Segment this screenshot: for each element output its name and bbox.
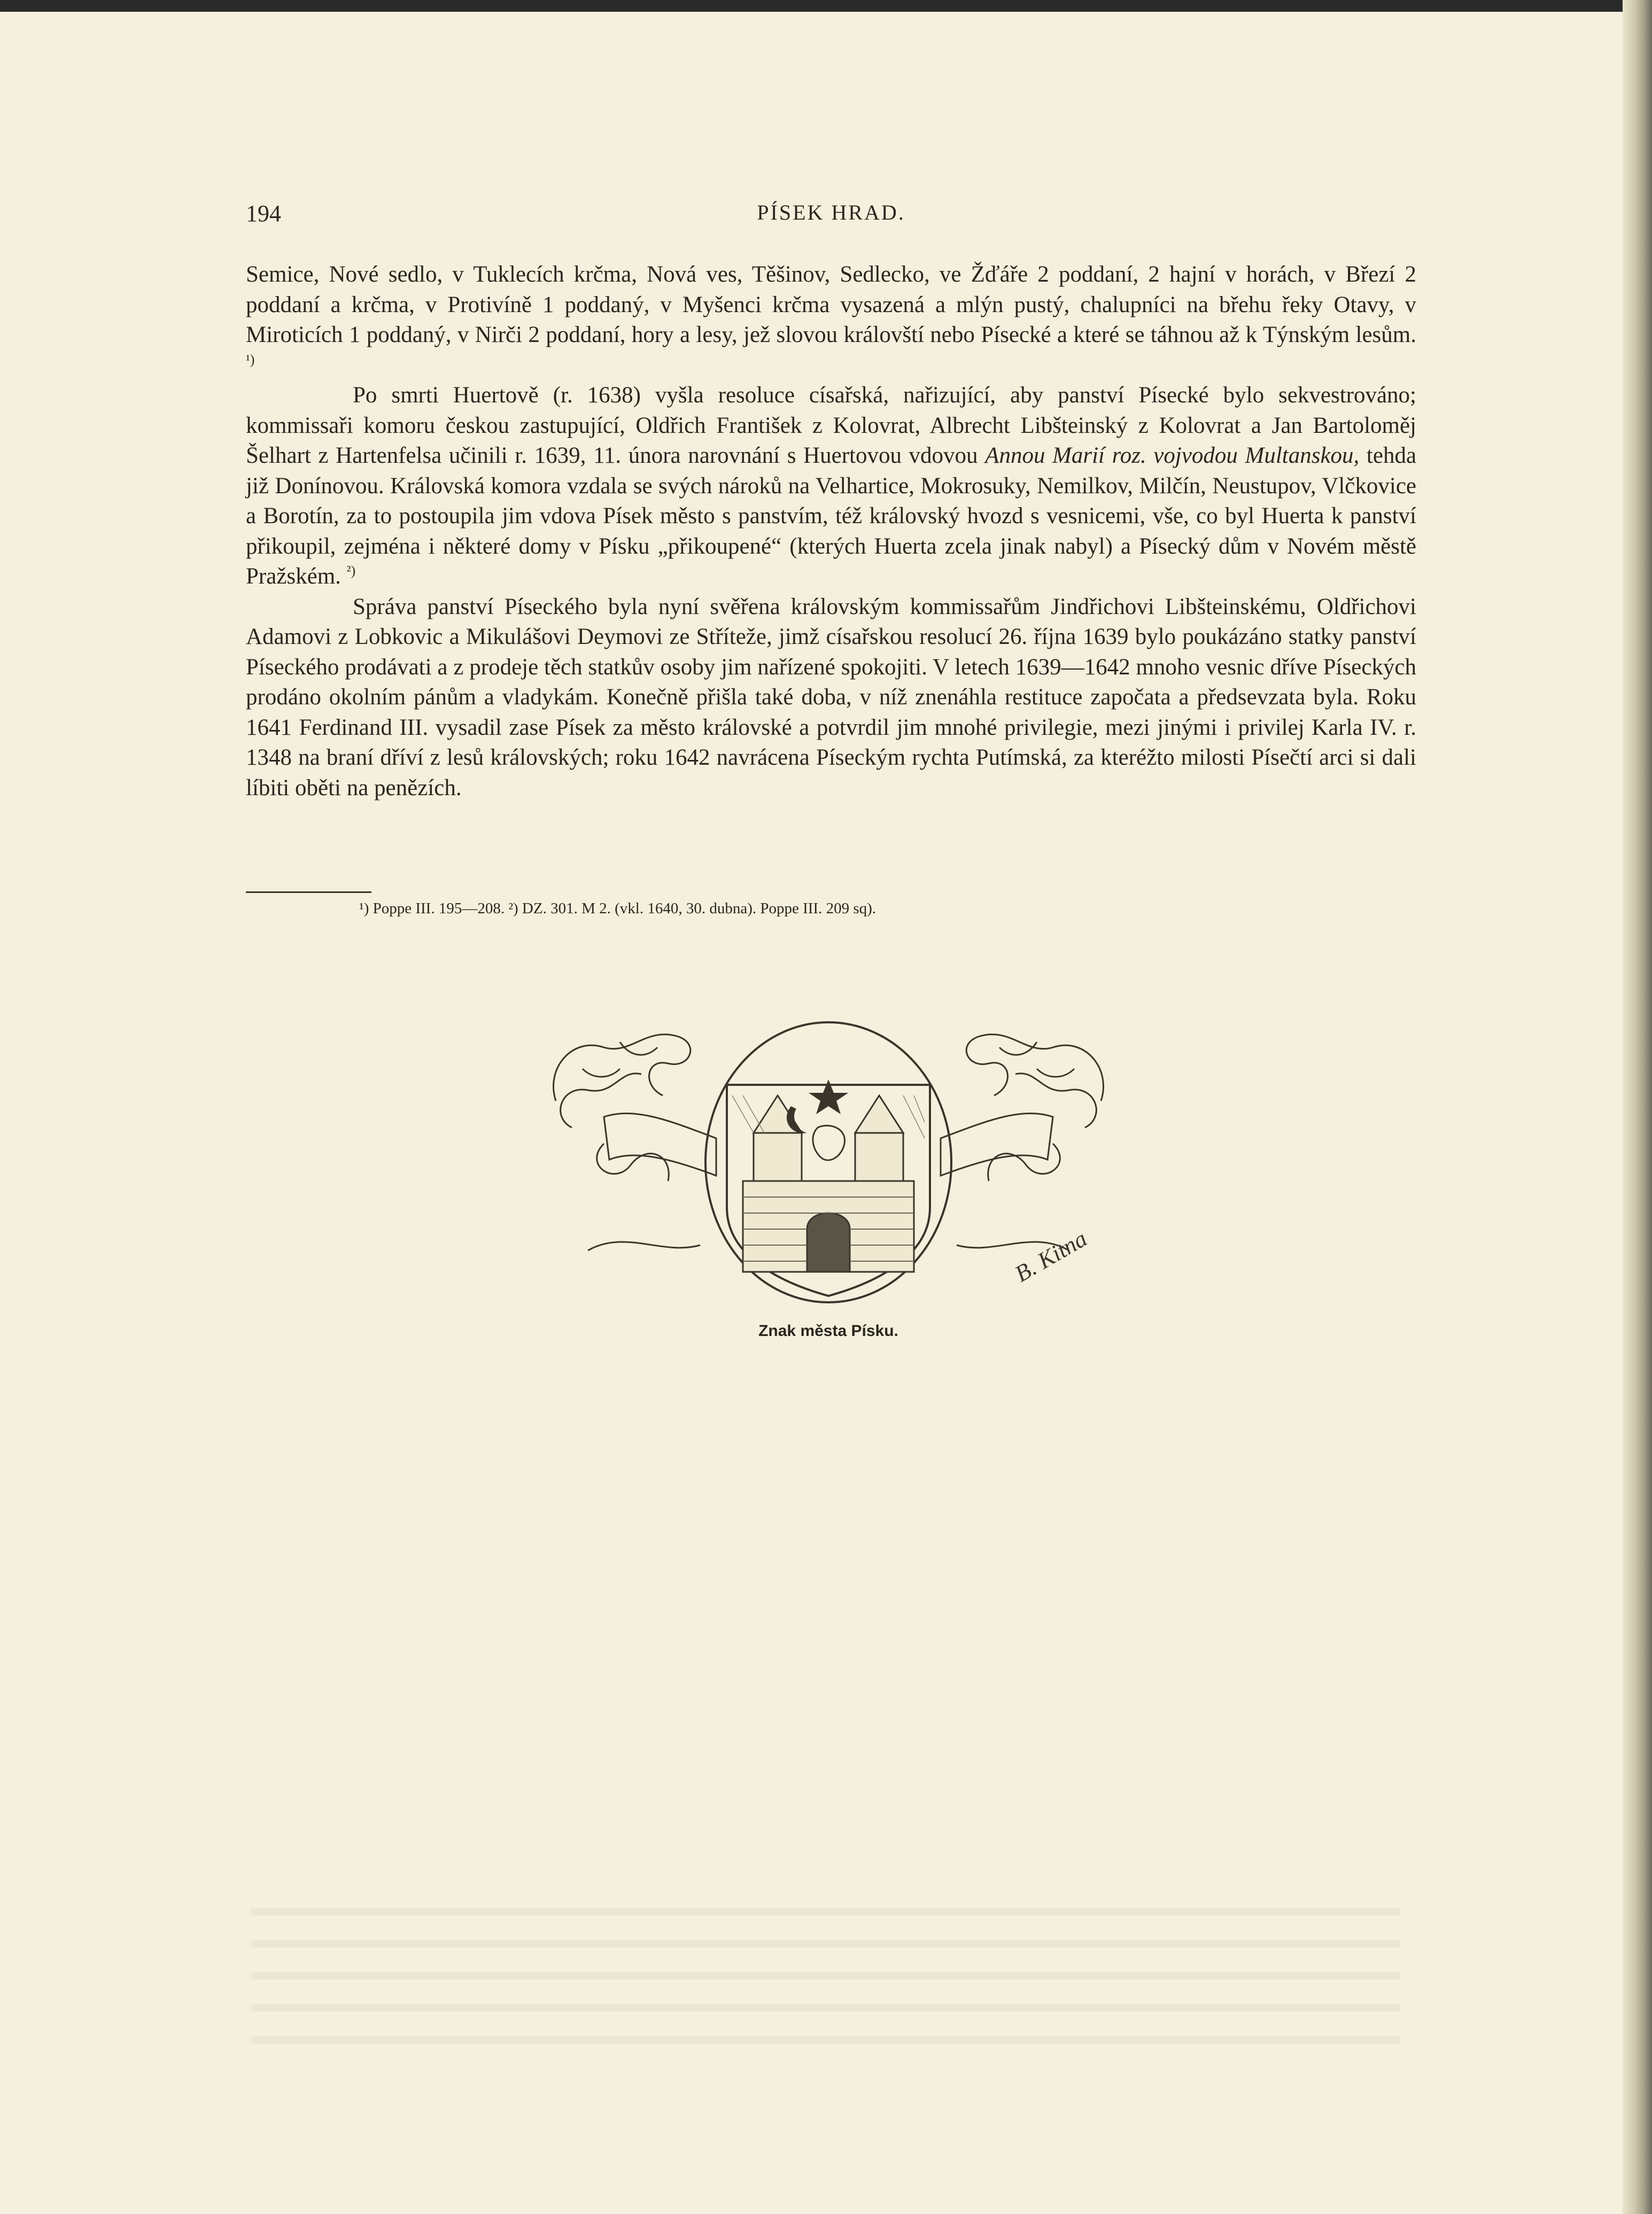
scan-top-edge: [0, 0, 1652, 12]
paragraph-2-text-before: Po smrti Huertově (r. 1638) vyšla resoluce císařská, nařizující, aby panství Písecké bylo sekvestrováno; kommissaři komoru českou zastupující, Oldřich František z Kolovrat, Albrecht Libšteinský z Kolovrat a Jan Bartoloměj Šelhart z Hartenfelsa učinili r. 1639, 11. února narovnání s Huertovou vdovou: [246, 383, 1416, 468]
paragraph-1: [246, 260, 1416, 380]
coat-of-arms-illustration: [540, 1005, 1117, 1315]
footnote-divider: [246, 891, 371, 893]
paragraph-2-text-after: tehda již Donínovou. Královská komora vzdala se svých nároků na Velhartice, Mokrosuky, Nemilkov, Milčín, Neustupov, Vlčkovice a Borotín, za to postoupila jim vdova Písek město s panstvím, též královský hvozd s vesnicemi, vše, co byl Huerta k panství přikoupil, zejména i některé domy v Písku „přikoupené“ (kterých Huerta zcela jinak nabyl) a Písecký dům v Novém městě Pražském.: [246, 443, 1417, 589]
show-through-line: [251, 2004, 1400, 2011]
running-title: PÍSEK HRAD.: [757, 200, 905, 224]
page-number: 194: [246, 200, 281, 227]
artist-signature: B. Kitna: [1010, 1225, 1092, 1287]
paragraph-1-text: Semice, Nové sedlo, v Tuklecích krčma, Nová ves, Těšinov, Sedlecko, ve Žďáře 2 poddaní, 2 hajní v horách, v Březí 2 poddaní a krčma, v Protivíně 1 poddaný, v Myšenci krčma vysazená a mlýn pustý, chalupníci na břehu řeky Otavy, v Miroticích 1 poddaný, v Nirči 2 poddaní, hory a lesy, jež slovou královští nebo Písecké a které se táhnou až k Týnským lesům.: [246, 262, 1416, 347]
show-through-line: [251, 2036, 1400, 2044]
figure-caption: Znak města Písku.: [758, 1322, 898, 1340]
footnote-ref-2: ²): [346, 563, 356, 579]
page-header: [246, 200, 1416, 237]
paragraph-3: Správa panství Píseckého byla nyní svěřena královským kommissařům Jindřichovi Libšteinskému, Oldřichovi Adamovi z Lobkovic a Mikulášovi Deymovi ze Stříteže, jimž císařskou resolucí 26. října 1639 bylo poukázáno statky panství Píseckého prodávati a z prodeje těch statkův osoby jim nařízené spokojiti. V letech 1639—1642 mnoho vesnic dříve Píseckých prodáno okolním pánům a vladykám. Konečně přišla také doba, v níž znenáhla restituce započata a předsevzata byla. Roku 1641 Ferdinand III. vysadil zase Písek za město královské a potvrdil jim mnohé privilegie, mezi jinými i privilej Karla IV. r. 1348 na braní dříví z lesů královských; roku 1642 navrácena Píseckým rychta Putímská, za kteréžto milosti Písečtí arci si dali líbiti oběti na penězích.: [246, 594, 1416, 801]
body-text: [246, 260, 1416, 803]
footnotes: ¹) Poppe III. 195—208. ²) DZ. 301. M 2. (vkl. 1640, 30. dubna). Poppe III. 209 sq).: [359, 900, 877, 917]
paragraph-2-italic-name: Annou Marií roz. vojvodou Multanskou,: [985, 443, 1360, 468]
show-through-line: [251, 1972, 1400, 1979]
show-through-line: [251, 1940, 1400, 1947]
footnote-ref-1: ¹): [246, 352, 255, 368]
book-spine-edge: [1623, 0, 1652, 2214]
show-through-line: [251, 1908, 1400, 1915]
paragraph-2: [246, 380, 1416, 592]
